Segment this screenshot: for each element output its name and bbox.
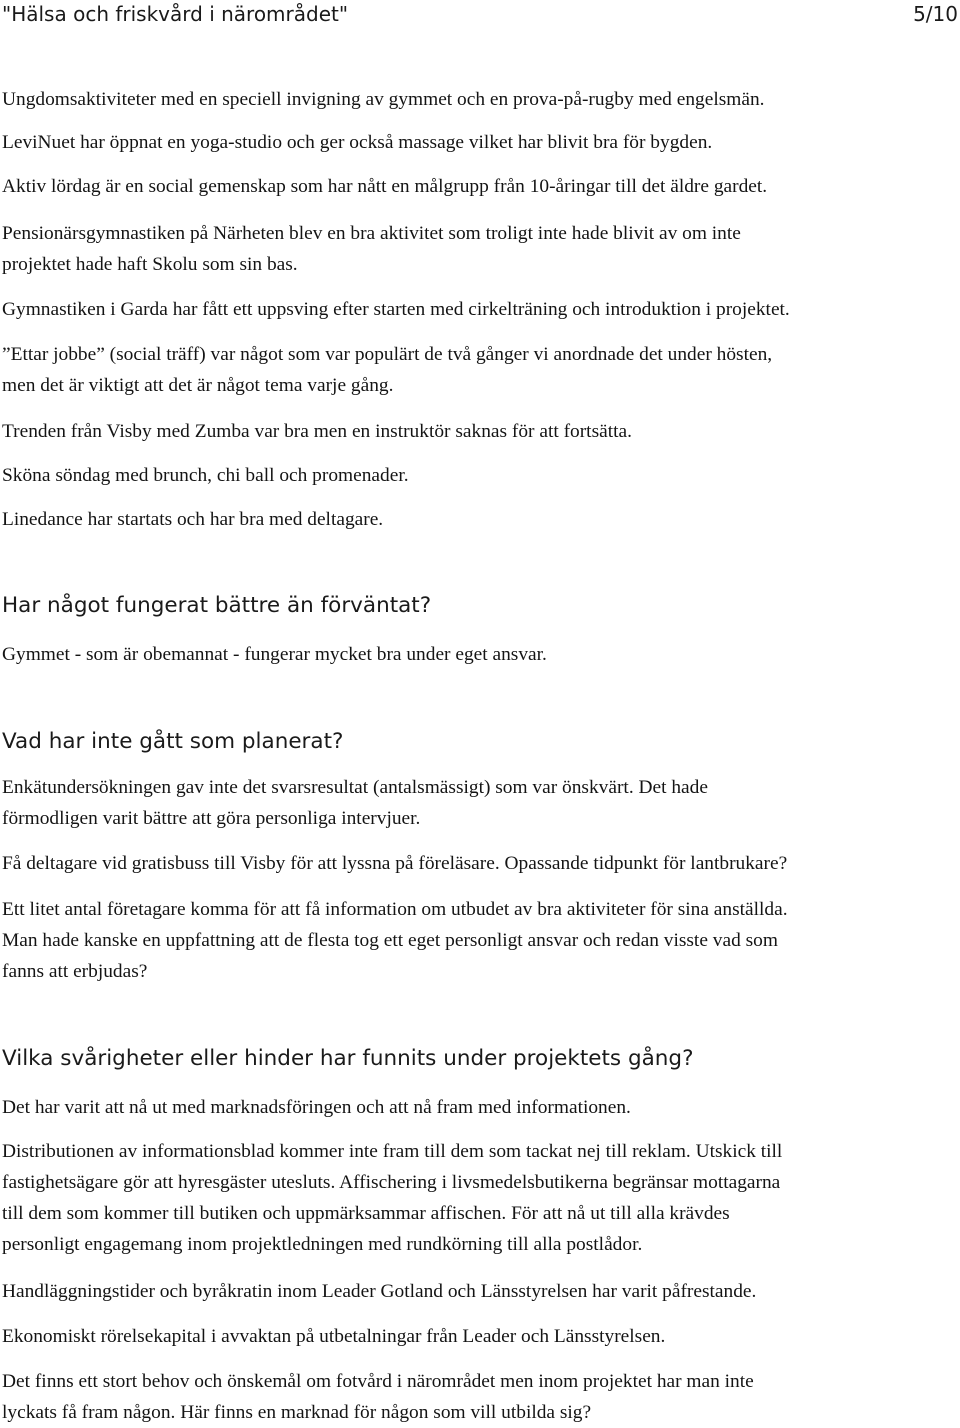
paragraph: [2, 504, 958, 535]
paragraph: [2, 171, 958, 202]
text-line: Ungdomsaktiviteter med en speciell invigning av gymmet och en prova-på-rugby med engelsmän.: [2, 89, 765, 110]
text-line: Det finns ett stort behov och önskemål om fotvård i närområdet men inom projektet har man inte: [2, 1371, 754, 1392]
text-line: Få deltagare vid gratisbuss till Visby för att lyssna på föreläsare. Opassande tidpunkt för lantbrukare?: [2, 853, 788, 874]
text-line: förmodligen varit bättre att göra personliga intervjuer.: [2, 808, 421, 829]
paragraph: [2, 1366, 958, 1428]
text-line: Trenden från Visby med Zumba var bra men en instruktör saknas för att fortsätta.: [2, 421, 632, 442]
text-line: Gymmet - som är obemannat - fungerar mycket bra under eget ansvar.: [2, 644, 547, 665]
text-line: personligt engagemang inom projektledningen med rundkörning till alla postlådor.: [2, 1234, 643, 1255]
page-number: 5/10: [913, 2, 958, 26]
text-line: Ett litet antal företagare komma för att få information om utbudet av bra aktiviteter för sina anställda.: [2, 899, 788, 920]
paragraph: [2, 1276, 958, 1307]
section-heading: Har något fungerat bättre än förväntat?: [2, 593, 432, 618]
paragraph: [2, 1136, 958, 1260]
text-line: men det är viktigt att det är något tema varje gång.: [2, 375, 394, 396]
text-line: ”Ettar jobbe” (social träff) var något som var populärt de två gånger vi anordnade det under hösten,: [2, 344, 773, 365]
text-line: Enkätundersökningen gav inte det svarsresultat (antalsmässigt) som var önskvärt. Det hade: [2, 777, 708, 798]
text-line: Man hade kanske en uppfattning att de flesta tog ett eget personligt ansvar och redan visste vad som: [2, 930, 778, 951]
paragraph: [2, 848, 958, 879]
text-line: Linedance har startats och har bra med deltagare.: [2, 509, 384, 530]
paragraph: [2, 460, 958, 491]
text-line: Aktiv lördag är en social gemenskap som har nått en målgrupp från 10-åringar till det äldre gardet.: [2, 176, 768, 197]
paragraph: [2, 127, 958, 158]
text-line: Handläggningstider och byråkratin inom Leader Gotland och Länsstyrelsen har varit påfrestande.: [2, 1281, 757, 1302]
document-title: "Hälsa och friskvård i närområdet": [2, 2, 349, 26]
paragraph: [2, 218, 958, 280]
section-heading: Vilka svårigheter eller hinder har funnits under projektets gång?: [2, 1046, 694, 1071]
paragraph: [2, 339, 958, 401]
paragraph: [2, 772, 958, 834]
text-line: fastighetsägare gör att hyresgäster utesluts. Affischering i livsmedelsbutikerna begränsar mottagarna: [2, 1172, 781, 1193]
text-line: LeviNuet har öppnat en yoga-studio och ger också massage vilket har blivit bra för bygden.: [2, 132, 713, 153]
text-line: projektet hade haft Skolu som sin bas.: [2, 254, 298, 275]
text-line: Gymnastiken i Garda har fått ett uppsving efter starten med cirkelträning och introduktion i projektet.: [2, 299, 790, 320]
paragraph: [2, 639, 958, 670]
paragraph: [2, 1321, 958, 1352]
text-line: Pensionärsgymnastiken på Närheten blev en bra aktivitet som troligt inte hade blivit av om inte: [2, 223, 741, 244]
section-heading: Vad har inte gått som planerat?: [2, 729, 344, 754]
paragraph: [2, 416, 958, 447]
paragraph: [2, 894, 958, 987]
paragraph: [2, 84, 958, 115]
text-line: Det har varit att nå ut med marknadsföringen och att nå fram med informationen.: [2, 1097, 631, 1118]
paragraph: [2, 1092, 958, 1123]
page-header: [2, 0, 958, 30]
text-line: Distributionen av informationsblad kommer inte fram till dem som tackat nej till reklam. Utskick till: [2, 1141, 783, 1162]
text-line: lyckats få fram någon. Här finns en marknad för någon som vill utbilda sig?: [2, 1402, 592, 1423]
paragraph: [2, 294, 958, 325]
text-line: till dem som kommer till butiken och uppmärksammar affischen. För att nå ut till alla krävdes: [2, 1203, 730, 1224]
text-line: fanns att erbjudas?: [2, 961, 148, 982]
text-line: Ekonomiskt rörelsekapital i avvaktan på utbetalningar från Leader och Länsstyrelsen.: [2, 1326, 666, 1347]
text-line: Sköna söndag med brunch, chi ball och promenader.: [2, 465, 409, 486]
